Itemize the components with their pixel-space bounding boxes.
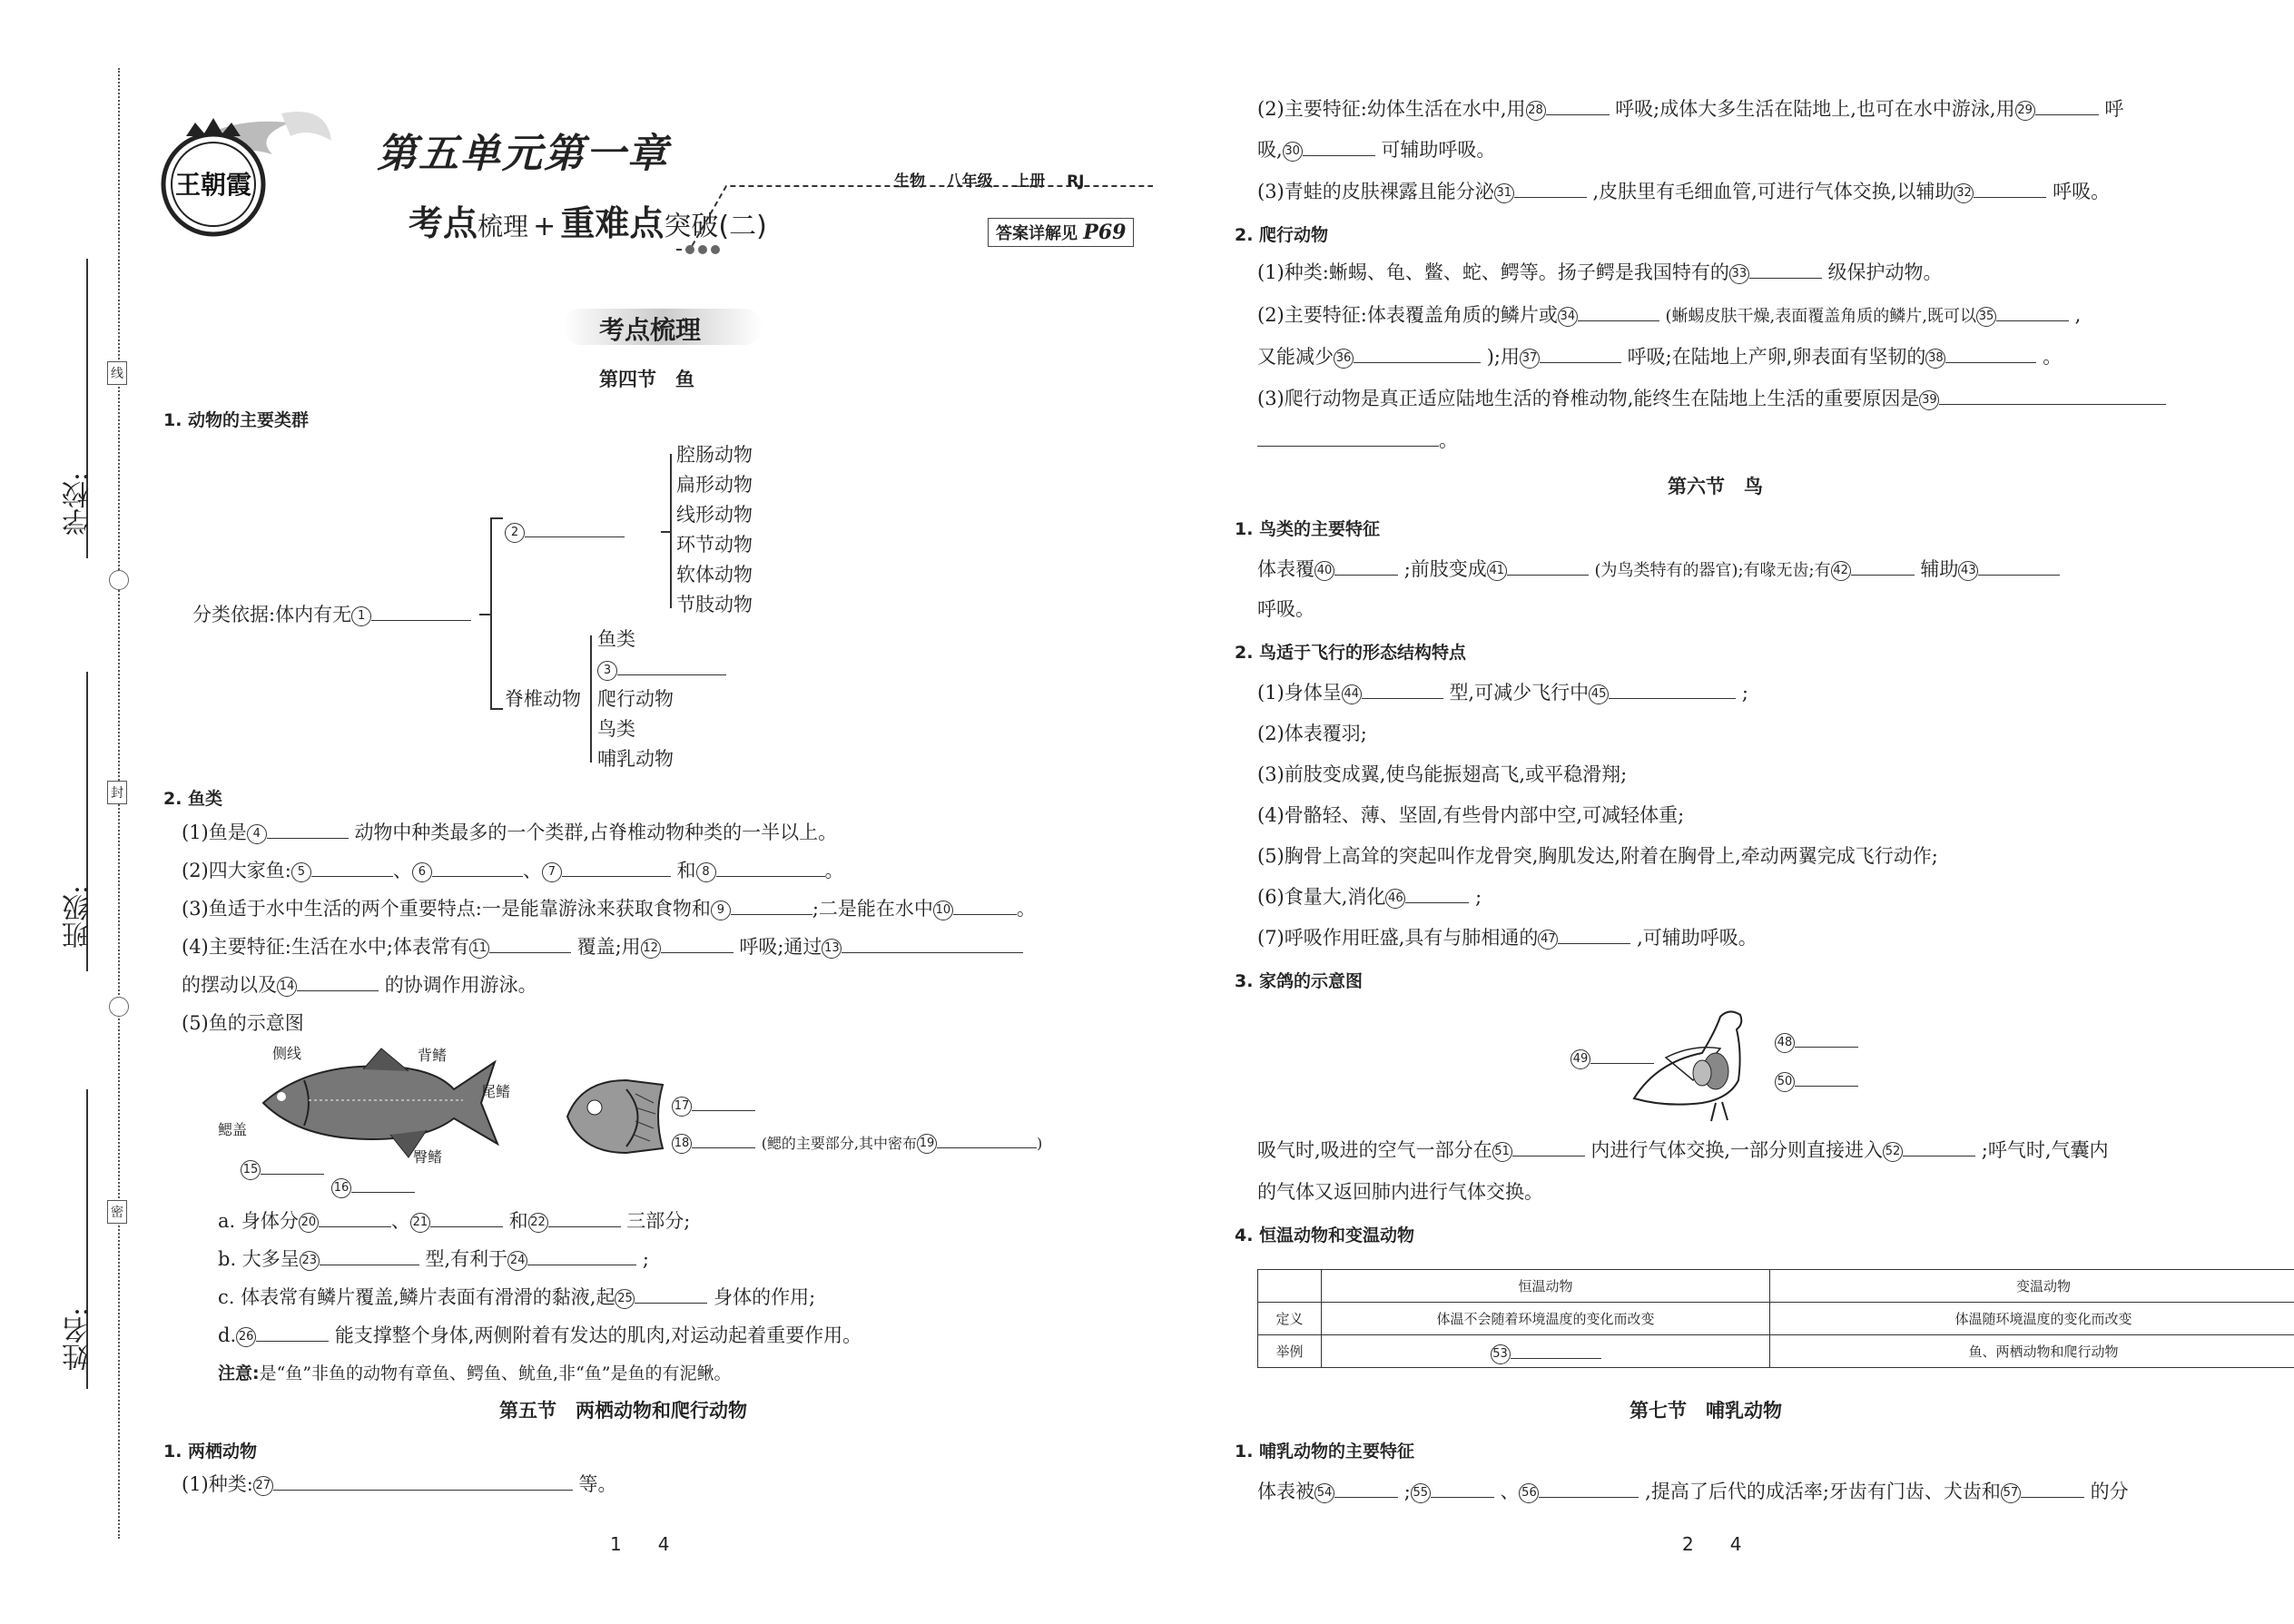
- blank-number-marker: 16: [331, 1178, 351, 1198]
- blank-number-marker: 9: [711, 901, 731, 920]
- blank-number-marker: 22: [528, 1213, 548, 1233]
- fill-in-blank[interactable]: [2035, 95, 2099, 115]
- fill-in-blank[interactable]: [319, 1207, 391, 1227]
- fill-in-blank[interactable]: [1996, 301, 2069, 321]
- blank-number-marker: 23: [300, 1251, 320, 1271]
- fill-in-blank[interactable]: [1354, 343, 1481, 363]
- blank-number-marker: 8: [696, 862, 716, 882]
- answer-reference: 答案详解见 P69: [988, 218, 1134, 247]
- seal-mark-2: 封: [107, 781, 127, 804]
- fish-illustration-icon: [254, 1044, 511, 1171]
- fill-in-blank[interactable]: [1334, 1478, 1398, 1498]
- blank-15: [241, 1155, 324, 1182]
- fill-in-blank[interactable]: [297, 971, 379, 991]
- fill-in-blank[interactable]: [1903, 1137, 1975, 1156]
- fill-in-blank[interactable]: [311, 857, 393, 877]
- fill-in-blank[interactable]: [432, 857, 523, 877]
- blank-number-marker: 38: [1925, 349, 1945, 369]
- fill-in-blank[interactable]: [1546, 95, 1610, 115]
- fill-in-blank[interactable]: [267, 819, 349, 839]
- table-cell: 举例: [1258, 1335, 1322, 1368]
- blank-number-marker: 27: [253, 1476, 273, 1496]
- unit-title: 第五单元第一章: [377, 131, 669, 177]
- fill-in-blank[interactable]: [1540, 343, 1621, 363]
- blank-number-marker: 56: [1519, 1483, 1539, 1503]
- fill-in-blank[interactable]: [1590, 1044, 1654, 1064]
- blank-number-marker: 5: [291, 862, 311, 882]
- text-line: (3)青蛙的皮肤裸露且能分泌 31 ,皮肤里有毛细血管,可进行气体交换,以辅助 32 呼吸。: [1257, 178, 2110, 205]
- text-line: (2)主要特征:体表覆盖角质的鳞片或 34 (蜥蜴皮肤干燥,表面覆盖角质的鳞片,既可以 35 ,: [1257, 301, 2081, 330]
- blank-number-marker: 41: [1487, 561, 1507, 581]
- text-line: (6)食量大,消化 46 ;: [1257, 883, 1482, 910]
- logo-emblem-icon: [145, 86, 336, 241]
- vertebrate-list: 鱼类 3 爬行动物 鸟类 哺乳动物: [597, 625, 726, 774]
- blank-number-marker: 46: [1385, 889, 1405, 909]
- fish-label: 背鳍: [418, 1047, 448, 1064]
- blank-number-marker: 39: [1919, 390, 1939, 410]
- seal-mark-1: 线: [107, 361, 127, 385]
- fill-in-blank[interactable]: [1749, 259, 1822, 279]
- fill-in-blank[interactable]: [842, 933, 1023, 953]
- table-cell: 体温随环境温度的变化而改变: [1770, 1303, 2294, 1335]
- fill-in-blank[interactable]: [617, 655, 726, 675]
- fill-in-blank[interactable]: [1257, 427, 1439, 447]
- text-line: (5)鱼的示意图: [182, 1012, 304, 1034]
- fill-in-blank[interactable]: [320, 1245, 419, 1265]
- page-number: 2 4: [1682, 1533, 1742, 1555]
- class-label: 班级:: [63, 885, 94, 950]
- blank-number-marker: 13: [822, 939, 842, 959]
- school-label: 学校:: [63, 472, 94, 536]
- table-cell: 定义: [1258, 1303, 1322, 1335]
- blank-number-marker: 55: [1411, 1483, 1431, 1503]
- text-line: 又能减少 36 );用 37 呼吸;在陆地上产卵,卵表面有坚韧的 38 。: [1257, 343, 2062, 370]
- blank-number-marker: 47: [1538, 930, 1558, 950]
- fill-in-blank[interactable]: [937, 1128, 1037, 1148]
- heading: 1. 哺乳动物的主要特征: [1235, 1442, 1415, 1462]
- blank-number-marker: 29: [2015, 101, 2035, 121]
- fill-in-blank[interactable]: [1578, 301, 1659, 321]
- text-line: (2)四大家鱼: 5 、 6 、 7 和 8 。: [182, 857, 844, 884]
- blank-number-marker: 49: [1570, 1049, 1590, 1069]
- text-line: 体表被 54 ; 55 、 56 ,提高了后代的成活率;牙齿有门齿、犬齿和 57 的分: [1257, 1478, 2129, 1505]
- text-line: 。: [1257, 427, 1458, 454]
- fill-in-blank[interactable]: [256, 1322, 329, 1342]
- fill-in-blank[interactable]: [953, 895, 1017, 915]
- text-line: (4)主要特征:生活在水中;体表常有 11 覆盖;用 12 呼吸;通过 13: [182, 933, 1023, 960]
- tree-vertebrate-label: 脊椎动物: [505, 688, 581, 710]
- blank-number-marker: 2: [505, 523, 525, 543]
- blank-number-marker: 53: [1491, 1344, 1511, 1364]
- blank-49: [1570, 1044, 1654, 1071]
- blank-48: [1775, 1028, 1858, 1055]
- blank-number-marker: 12: [641, 939, 661, 959]
- fill-in-blank[interactable]: [1974, 178, 2046, 198]
- text-line: 的气体又返回肺内进行气体交换。: [1257, 1181, 1543, 1203]
- text-line: (3)鱼适于水中生活的两个重要特点:一是能靠游泳来获取食物和 9 ;二是能在水中 10 。: [182, 895, 1036, 922]
- blank-50: [1775, 1067, 1858, 1094]
- blank-number-marker: 14: [277, 977, 297, 997]
- blank-number-marker: 51: [1492, 1142, 1512, 1162]
- table-row: [1258, 1303, 2294, 1335]
- text-line: (1)鱼是 4 动物中种类最多的一个类群,占脊椎动物种类的一半以上。: [182, 819, 837, 846]
- fill-in-blank[interactable]: [1978, 556, 2060, 576]
- fish-label: 鳃盖: [218, 1121, 248, 1138]
- section-title: 第五节 两栖动物和爬行动物: [499, 1400, 747, 1422]
- text-line: b. 大多呈 23 型,有利于 24 ;: [218, 1245, 649, 1273]
- note-line: 注意:是“鱼”非鱼的动物有章鱼、鳄鱼、鱿鱼,非“鱼”是鱼的有泥鳅。: [218, 1363, 732, 1383]
- blank-number-marker: 25: [615, 1289, 635, 1309]
- text-line: (4)骨骼轻、薄、坚固,有些骨内部中空,可减轻体重;: [1257, 804, 1685, 826]
- subtitle: 考点梳理 + 重难点突破(二): [409, 203, 767, 243]
- table-cell: [1322, 1335, 1770, 1368]
- heading: 1. 两栖动物: [163, 1442, 258, 1462]
- text-line: (7)呼吸作用旺盛,具有与肺相通的 47 ,可辅助呼吸。: [1257, 924, 1757, 951]
- blank-number-marker: 19: [917, 1134, 937, 1154]
- fill-in-blank[interactable]: [661, 933, 733, 953]
- blank-number-marker: 50: [1775, 1072, 1795, 1092]
- blank-number-marker: 57: [2001, 1483, 2021, 1503]
- fish-label: 尾鳍: [481, 1083, 511, 1100]
- table-cell: 鱼、两栖动物和爬行动物: [1770, 1335, 2294, 1368]
- fill-in-blank[interactable]: [430, 1207, 503, 1227]
- blank-number-marker: 43: [1958, 561, 1978, 581]
- fill-in-blank[interactable]: [716, 857, 825, 877]
- blank-number-marker: 37: [1520, 349, 1540, 369]
- fill-in-blank[interactable]: [1795, 1067, 1858, 1087]
- text-line: (2)主要特征:幼体生活在水中,用 28 呼吸;成体大多生活在陆地上,也可在水中游泳,用 29 呼: [1257, 95, 2123, 123]
- blank-number-marker: 6: [412, 862, 432, 882]
- text-line: (5)胸骨上高耸的突起叫作龙骨突,胸肌发达,附着在胸骨上,牵动两翼完成飞行动作;: [1257, 845, 1938, 867]
- blank-number-marker: 31: [1494, 183, 1514, 203]
- name-label: 姓名:: [63, 1307, 94, 1372]
- tree-invertebrate: [505, 517, 625, 545]
- fill-in-blank[interactable]: [1514, 178, 1587, 198]
- blank-number-marker: 30: [1283, 142, 1303, 162]
- fill-in-blank[interactable]: [2021, 1478, 2084, 1498]
- fill-in-blank[interactable]: [1851, 556, 1915, 576]
- fill-in-blank[interactable]: [261, 1155, 324, 1175]
- tree-root: 分类依据:体内有无 1: [192, 601, 471, 628]
- blank-number-marker: 4: [247, 824, 267, 844]
- invertebrate-list: 腔肠动物 扁形动物 线形动物 环节动物 软体动物 节肢动物: [676, 444, 753, 615]
- punch-hole-icon: [109, 570, 129, 590]
- table-row: [1258, 1335, 2294, 1368]
- blank-number-marker: 17: [672, 1097, 692, 1117]
- fill-in-blank[interactable]: [1405, 883, 1469, 903]
- fish-label: 侧线: [272, 1045, 302, 1062]
- fill-in-blank[interactable]: [1539, 1478, 1639, 1498]
- heading: 2. 鸟适于飞行的形态结构特点: [1235, 643, 1467, 663]
- fill-in-blank[interactable]: [1511, 1339, 1601, 1359]
- page-number: 1 4: [610, 1533, 670, 1555]
- text-line: 体表覆 40 ;前肢变成 41 (为鸟类特有的器官);有喙无齿;有 42 辅助 43: [1257, 556, 2060, 585]
- heading: 1. 动物的主要类群: [163, 410, 310, 430]
- text-line: a. 身体分 20 、 21 和 22 三部分;: [218, 1207, 690, 1235]
- logo-text: 王朝霞: [174, 170, 252, 200]
- section-banner: 考点梳理: [599, 315, 702, 345]
- punch-hole-icon: [109, 997, 129, 1017]
- blank-number-marker: 34: [1558, 307, 1578, 327]
- fill-in-blank[interactable]: [1334, 556, 1398, 576]
- fill-in-blank[interactable]: [1945, 343, 2036, 363]
- fill-in-blank[interactable]: [1795, 1028, 1858, 1048]
- fill-in-blank[interactable]: [1558, 924, 1630, 944]
- blank-number-marker: 24: [507, 1251, 527, 1271]
- seal-mark-3: 密: [107, 1200, 127, 1224]
- blank-number-marker: 45: [1589, 684, 1609, 704]
- fill-in-blank[interactable]: [1303, 136, 1375, 156]
- fish-label: 臀鳍: [413, 1148, 443, 1166]
- fill-in-blank[interactable]: [731, 895, 812, 915]
- blank-number-marker: 3: [597, 661, 617, 681]
- text-line: 吸, 30 可辅助呼吸。: [1257, 136, 1495, 163]
- fill-in-blank[interactable]: [525, 517, 625, 537]
- heading: 2. 鱼类: [163, 789, 223, 809]
- section-title: 第六节 鸟: [1668, 476, 1763, 497]
- fill-in-blank[interactable]: [273, 1471, 573, 1491]
- heading: 1. 鸟类的主要特征: [1235, 519, 1381, 539]
- blank-number-marker: 36: [1334, 349, 1354, 369]
- comparison-table: [1257, 1269, 2294, 1368]
- blank-16: [331, 1173, 415, 1200]
- fill-in-blank[interactable]: [371, 601, 471, 621]
- blank-number-marker: 11: [469, 939, 489, 959]
- blank-number-marker: 21: [410, 1213, 430, 1233]
- fill-in-blank[interactable]: [692, 1091, 755, 1111]
- text-line: 的摆动以及 14 的协调作用游泳。: [182, 971, 537, 999]
- section-title: 第四节 鱼: [599, 369, 694, 390]
- fill-in-blank[interactable]: [1609, 679, 1736, 699]
- blank-number-marker: 28: [1526, 101, 1546, 121]
- heading: 4. 恒温动物和变温动物: [1235, 1225, 1415, 1245]
- blank-number-marker: 33: [1729, 264, 1749, 284]
- fish-head-illustration-icon: [563, 1076, 672, 1157]
- blank-number-marker: 32: [1954, 183, 1974, 203]
- table-cell: 体温不会随着环境温度的变化而改变: [1322, 1303, 1770, 1335]
- blank-number-marker: 40: [1314, 561, 1334, 581]
- blank-number-marker: 18: [672, 1134, 692, 1154]
- blank-number-marker: 42: [1831, 561, 1851, 581]
- fill-in-blank[interactable]: [1512, 1137, 1585, 1156]
- table-header: 恒温动物: [1322, 1270, 1770, 1303]
- blank-number-marker: 15: [241, 1160, 261, 1180]
- blank-number-marker: 1: [351, 606, 371, 626]
- text-line: d. 26 能支撑整个身体,两侧附着有发达的肌肉,对运动起着重要作用。: [218, 1322, 861, 1349]
- text-line: 呼吸。: [1257, 598, 1314, 620]
- fill-in-blank[interactable]: [562, 857, 671, 877]
- fill-in-blank[interactable]: [635, 1284, 707, 1304]
- text-line: c. 体表常有鳞片覆盖,鳞片表面有滑滑的黏液,起 25 身体的作用;: [218, 1284, 815, 1311]
- blank-number-marker: 26: [236, 1327, 256, 1347]
- table-header: 变温动物: [1770, 1270, 2294, 1303]
- blank-number-marker: 10: [933, 901, 953, 920]
- text-line: (2)体表覆羽;: [1257, 723, 1367, 744]
- blank-17: [672, 1091, 755, 1118]
- text-line: (1)种类: 27 等。: [182, 1471, 617, 1498]
- heading: 2. 爬行动物: [1235, 225, 1329, 245]
- fill-in-blank[interactable]: [1362, 679, 1443, 699]
- text-line: (3)爬行动物是真正适应陆地生活的脊椎动物,能终生在陆地上生活的重要原因是 39: [1257, 385, 2166, 412]
- fill-in-blank[interactable]: [1507, 556, 1589, 576]
- blank-number-marker: 35: [1976, 307, 1996, 327]
- table-row: [1258, 1270, 2294, 1303]
- subject-tags: 生物 八年级 上册 RJ: [894, 172, 1085, 191]
- fill-in-blank[interactable]: [692, 1128, 755, 1148]
- blank-number-marker: 44: [1342, 684, 1362, 704]
- blank-number-marker: 20: [299, 1213, 319, 1233]
- blank-18: 18 (鳃的主要部分,其中密布 19 ): [672, 1128, 1042, 1157]
- heading: 3. 家鸽的示意图: [1235, 971, 1364, 991]
- text-line: (1)种类:蜥蜴、龟、鳖、蛇、鳄等。扬子鳄是我国特有的 33 级保护动物。: [1257, 259, 1943, 286]
- fill-in-blank[interactable]: [1939, 385, 2166, 405]
- blank-number-marker: 54: [1314, 1483, 1334, 1503]
- fill-in-blank[interactable]: [548, 1207, 621, 1227]
- fill-in-blank[interactable]: [1431, 1478, 1494, 1498]
- blank-number-marker: 52: [1883, 1142, 1903, 1162]
- fill-in-blank[interactable]: [351, 1173, 415, 1193]
- text-line: (3)前肢变成翼,使鸟能振翅高飞,或平稳滑翔;: [1257, 763, 1628, 785]
- fill-in-blank[interactable]: [527, 1245, 636, 1265]
- text-line: 吸气时,吸进的空气一部分在 51 内进行气体交换,一部分则直接进入 52 ;呼气时,气囊内: [1257, 1137, 2109, 1164]
- fill-in-blank[interactable]: [489, 933, 571, 953]
- blank-number-marker: 7: [542, 862, 562, 882]
- blank-number-marker: 48: [1775, 1033, 1795, 1053]
- section-title: 第七节 哺乳动物: [1629, 1400, 1782, 1422]
- text-line: (1)身体呈 44 型,可减少飞行中 45 ;: [1257, 679, 1748, 706]
